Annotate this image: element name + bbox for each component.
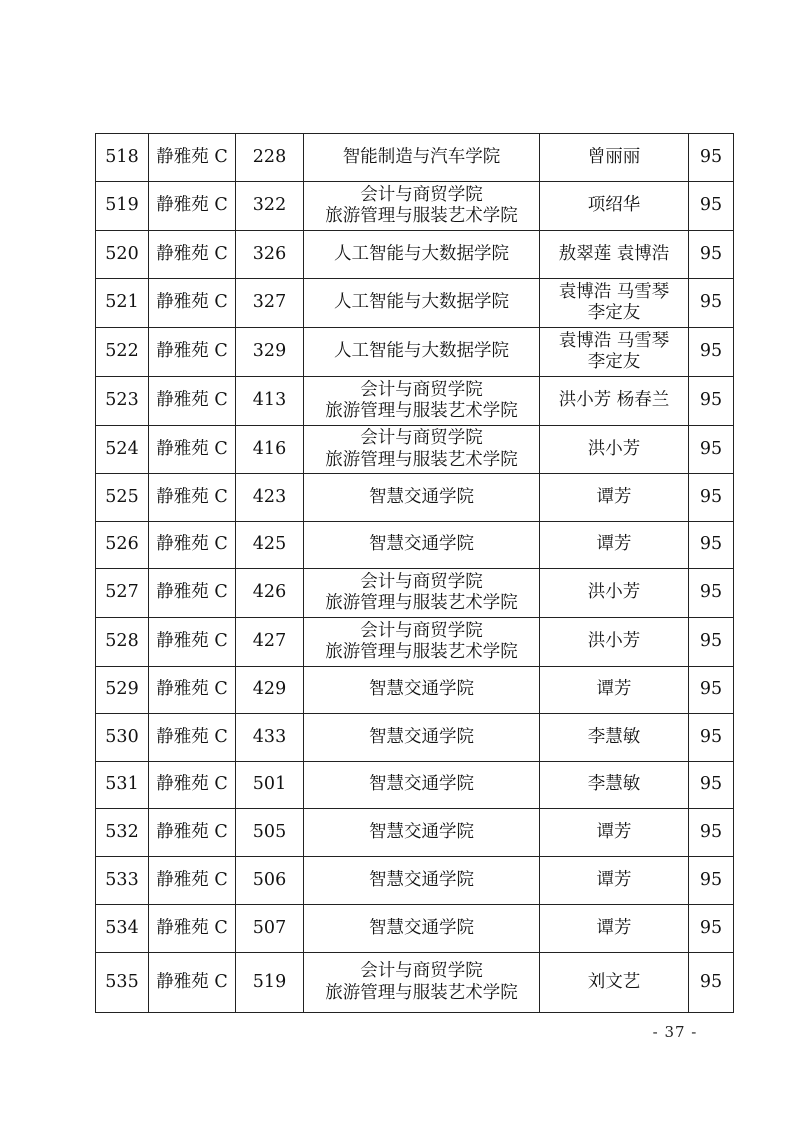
score-cell: 95 — [689, 474, 734, 522]
department-line: 人工智能与大数据学院 — [334, 243, 509, 264]
department-line: 旅游管理与服装艺术学院 — [325, 982, 518, 1003]
building-cell: 静雅苑 C — [149, 667, 236, 714]
score-cell: 95 — [689, 279, 734, 328]
manager-line: 李定友 — [587, 352, 641, 372]
building-cell: 静雅苑 C — [149, 182, 236, 231]
manager-line: 谭芳 — [596, 486, 632, 507]
department-line: 智慧交通学院 — [369, 534, 474, 555]
table-row — [96, 182, 734, 231]
row-id-cell: 531 — [96, 762, 149, 809]
row-id-cell: 532 — [96, 809, 149, 857]
row-id-cell: 520 — [96, 231, 149, 279]
manager-line: 谭芳 — [596, 821, 632, 842]
table-row — [96, 714, 734, 762]
table-row — [96, 809, 734, 857]
building-cell: 静雅苑 C — [149, 569, 236, 618]
dormitory-score-table — [95, 133, 734, 1013]
manager-line: 刘文艺 — [587, 971, 641, 992]
department-line: 人工智能与大数据学院 — [334, 292, 509, 313]
building-cell: 静雅苑 C — [149, 618, 236, 667]
row-id-cell: 523 — [96, 377, 149, 426]
manager-line: 谭芳 — [596, 917, 632, 938]
department-cell — [304, 857, 540, 905]
table-row — [96, 857, 734, 905]
department-cell — [304, 134, 540, 182]
row-id-cell: 518 — [96, 134, 149, 182]
manager-cell — [540, 667, 689, 714]
table-row — [96, 522, 734, 569]
department-cell — [304, 762, 540, 809]
manager-line: 项绍华 — [587, 195, 641, 216]
manager-cell — [540, 182, 689, 231]
department-cell — [304, 426, 540, 474]
department-line: 旅游管理与服装艺术学院 — [325, 642, 518, 662]
room-cell: 413 — [236, 377, 304, 426]
building-cell: 静雅苑 C — [149, 762, 236, 809]
score-cell: 95 — [689, 905, 734, 953]
score-cell: 95 — [689, 522, 734, 569]
room-cell: 329 — [236, 328, 304, 377]
building-cell: 静雅苑 C — [149, 857, 236, 905]
room-cell: 423 — [236, 474, 304, 522]
table-row — [96, 905, 734, 953]
manager-line: 袁博浩 马雪琴 — [558, 330, 670, 351]
room-cell: 505 — [236, 809, 304, 857]
department-line: 会计与商贸学院 — [360, 379, 483, 400]
building-cell: 静雅苑 C — [149, 426, 236, 474]
page-number: - 37 - — [652, 1023, 698, 1041]
department-cell — [304, 953, 540, 1013]
manager-cell — [540, 905, 689, 953]
score-cell: 95 — [689, 809, 734, 857]
room-cell: 507 — [236, 905, 304, 953]
department-line: 智慧交通学院 — [369, 726, 474, 747]
department-line: 智慧交通学院 — [369, 486, 474, 507]
row-id-cell: 525 — [96, 474, 149, 522]
building-cell: 静雅苑 C — [149, 134, 236, 182]
score-cell: 95 — [689, 328, 734, 377]
row-id-cell: 529 — [96, 667, 149, 714]
manager-cell — [540, 134, 689, 182]
row-id-cell: 534 — [96, 905, 149, 953]
room-cell: 416 — [236, 426, 304, 474]
row-id-cell: 535 — [96, 953, 149, 1013]
room-cell: 501 — [236, 762, 304, 809]
building-cell: 静雅苑 C — [149, 714, 236, 762]
row-id-cell: 519 — [96, 182, 149, 231]
table-row — [96, 569, 734, 618]
score-cell: 95 — [689, 134, 734, 182]
department-line: 智慧交通学院 — [369, 774, 474, 795]
score-cell: 95 — [689, 426, 734, 474]
department-line: 智慧交通学院 — [369, 821, 474, 842]
table-row — [96, 231, 734, 279]
building-cell: 静雅苑 C — [149, 279, 236, 328]
manager-line: 李慧敏 — [587, 726, 641, 747]
building-cell: 静雅苑 C — [149, 328, 236, 377]
score-cell: 95 — [689, 714, 734, 762]
building-cell: 静雅苑 C — [149, 953, 236, 1013]
manager-cell — [540, 279, 689, 328]
row-id-cell: 530 — [96, 714, 149, 762]
room-cell: 427 — [236, 618, 304, 667]
department-line: 智慧交通学院 — [369, 869, 474, 890]
manager-cell — [540, 426, 689, 474]
table-row — [96, 762, 734, 809]
building-cell: 静雅苑 C — [149, 231, 236, 279]
score-cell: 95 — [689, 857, 734, 905]
department-cell — [304, 231, 540, 279]
table-row — [96, 667, 734, 714]
manager-cell — [540, 714, 689, 762]
manager-line: 洪小芳 — [587, 438, 641, 459]
department-line: 旅游管理与服装艺术学院 — [325, 449, 518, 470]
building-cell: 静雅苑 C — [149, 522, 236, 569]
room-cell: 433 — [236, 714, 304, 762]
score-cell: 95 — [689, 618, 734, 667]
manager-cell — [540, 762, 689, 809]
department-cell — [304, 905, 540, 953]
manager-line: 谭芳 — [596, 869, 632, 890]
table-row — [96, 328, 734, 377]
score-cell: 95 — [689, 762, 734, 809]
manager-cell — [540, 377, 689, 426]
department-cell — [304, 182, 540, 231]
department-cell — [304, 522, 540, 569]
department-cell — [304, 618, 540, 667]
building-cell: 静雅苑 C — [149, 474, 236, 522]
manager-line: 袁博浩 马雪琴 — [558, 281, 670, 302]
manager-line: 洪小芳 — [587, 631, 641, 652]
manager-cell — [540, 618, 689, 667]
manager-cell — [540, 809, 689, 857]
department-cell — [304, 377, 540, 426]
department-line: 智慧交通学院 — [369, 917, 474, 938]
department-line: 会计与商贸学院 — [360, 620, 483, 641]
room-cell: 426 — [236, 569, 304, 618]
manager-line: 敖翠莲 袁博浩 — [558, 243, 670, 264]
manager-cell — [540, 328, 689, 377]
score-cell: 95 — [689, 377, 734, 426]
manager-cell — [540, 474, 689, 522]
row-id-cell: 527 — [96, 569, 149, 618]
building-cell: 静雅苑 C — [149, 377, 236, 426]
manager-cell — [540, 231, 689, 279]
room-cell: 506 — [236, 857, 304, 905]
row-id-cell: 522 — [96, 328, 149, 377]
row-id-cell: 521 — [96, 279, 149, 328]
row-id-cell: 524 — [96, 426, 149, 474]
table-row — [96, 279, 734, 328]
department-cell — [304, 474, 540, 522]
manager-cell — [540, 857, 689, 905]
department-line: 智慧交通学院 — [369, 679, 474, 700]
manager-line: 洪小芳 杨春兰 — [558, 390, 670, 411]
score-cell: 95 — [689, 182, 734, 231]
table-row — [96, 134, 734, 182]
table-row — [96, 953, 734, 1013]
department-line: 人工智能与大数据学院 — [334, 341, 509, 362]
row-id-cell: 528 — [96, 618, 149, 667]
manager-line: 李慧敏 — [587, 774, 641, 795]
row-id-cell: 533 — [96, 857, 149, 905]
manager-line: 谭芳 — [596, 679, 632, 700]
department-line: 会计与商贸学院 — [360, 428, 483, 449]
table-row — [96, 426, 734, 474]
room-cell: 326 — [236, 231, 304, 279]
department-line: 会计与商贸学院 — [360, 961, 483, 982]
score-cell: 95 — [689, 953, 734, 1013]
manager-cell — [540, 569, 689, 618]
room-cell: 519 — [236, 953, 304, 1013]
department-cell — [304, 667, 540, 714]
manager-line: 洪小芳 — [587, 582, 641, 603]
department-line: 旅游管理与服装艺术学院 — [325, 401, 518, 421]
manager-line: 谭芳 — [596, 534, 632, 555]
manager-line: 曾丽丽 — [587, 146, 641, 167]
room-cell: 228 — [236, 134, 304, 182]
department-line: 会计与商贸学院 — [360, 571, 483, 592]
room-cell: 327 — [236, 279, 304, 328]
department-cell — [304, 328, 540, 377]
manager-cell — [540, 953, 689, 1013]
table-body — [96, 134, 734, 1013]
score-cell: 95 — [689, 231, 734, 279]
score-cell: 95 — [689, 569, 734, 618]
table-row — [96, 474, 734, 522]
building-cell: 静雅苑 C — [149, 905, 236, 953]
building-cell: 静雅苑 C — [149, 809, 236, 857]
department-cell — [304, 279, 540, 328]
department-cell — [304, 714, 540, 762]
manager-line: 李定友 — [587, 303, 641, 323]
room-cell: 425 — [236, 522, 304, 569]
row-id-cell: 526 — [96, 522, 149, 569]
department-line: 会计与商贸学院 — [360, 184, 483, 205]
table-row — [96, 377, 734, 426]
department-line: 旅游管理与服装艺术学院 — [325, 206, 518, 226]
table-row — [96, 618, 734, 667]
manager-cell — [540, 522, 689, 569]
score-cell: 95 — [689, 667, 734, 714]
department-line: 智能制造与汽车学院 — [342, 146, 501, 167]
department-cell — [304, 569, 540, 618]
department-line: 旅游管理与服装艺术学院 — [325, 593, 518, 613]
department-cell — [304, 809, 540, 857]
room-cell: 429 — [236, 667, 304, 714]
room-cell: 322 — [236, 182, 304, 231]
